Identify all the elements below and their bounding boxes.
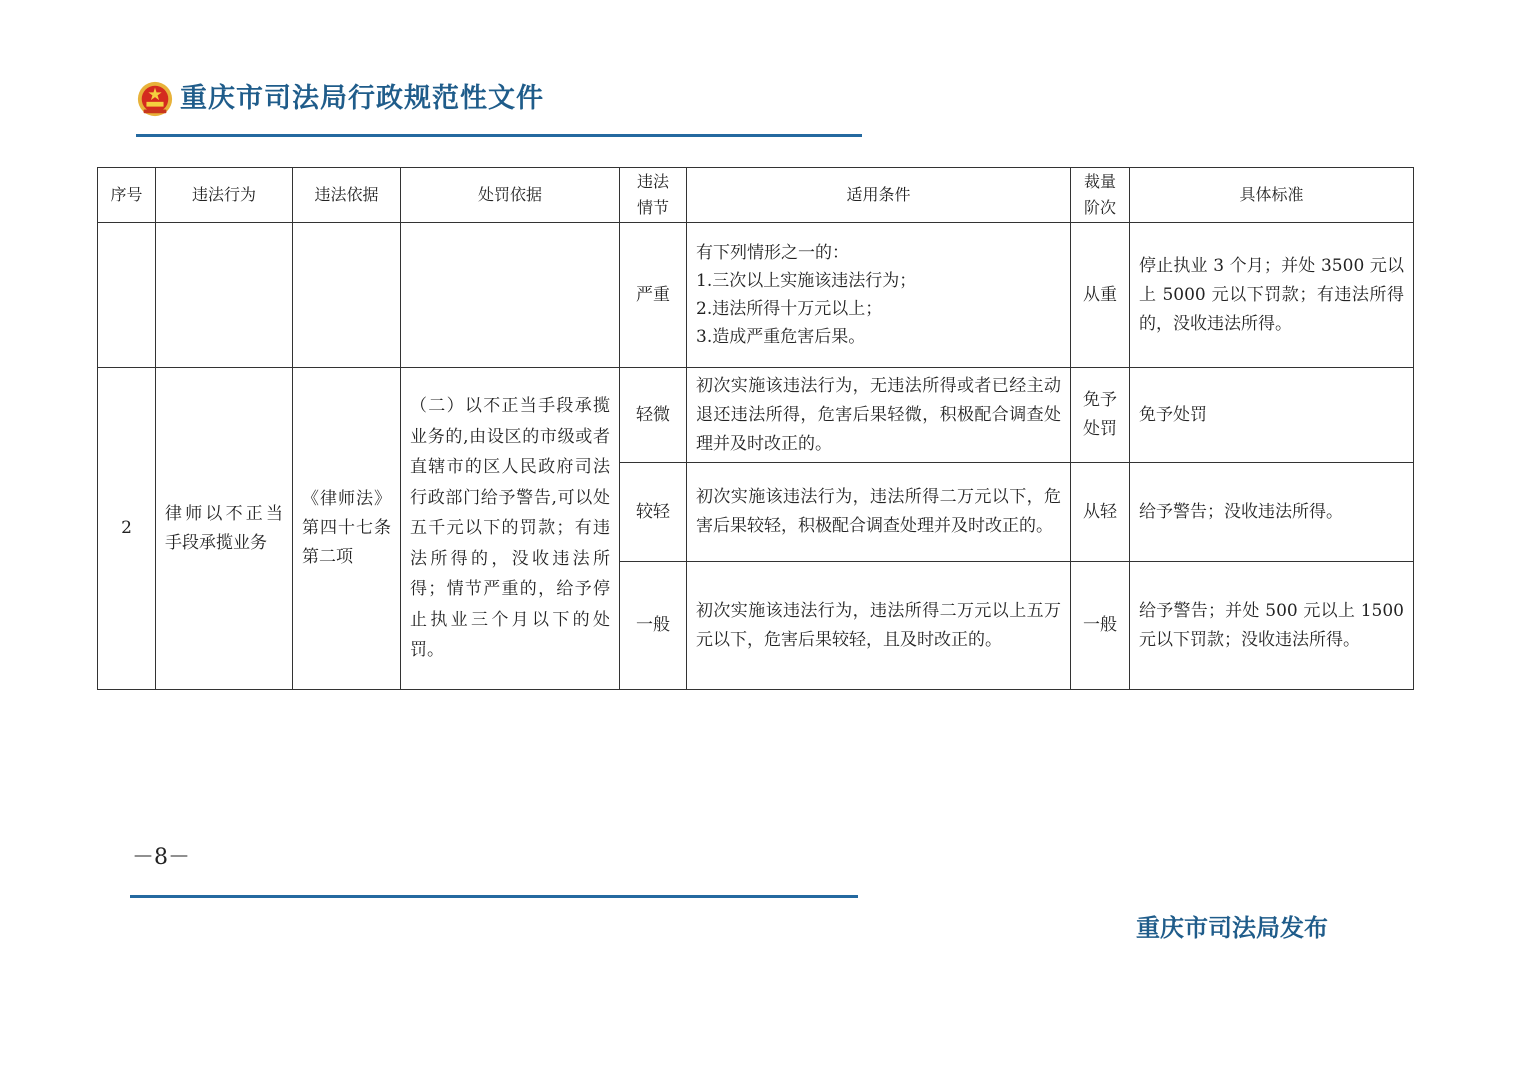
penalty-basis-cell: （二）以不正当手段承揽业务的,由设区的市级或者直辖市的区人民政府司法行政部门给予警告,可以处五千元以下的罚款；有违法所得的，没收违法所得；情节严重的，给予停止执业三个月以下的处罚。 — [401, 368, 620, 690]
column-header: 违法依据 — [293, 168, 401, 223]
circumstance-cell: 轻微 — [620, 368, 687, 463]
violation-act-cell: 律师以不正当手段承揽业务 — [156, 368, 293, 690]
national-emblem-icon — [136, 80, 174, 118]
penalty-standards-table — [97, 167, 1414, 690]
table-cell — [401, 223, 620, 368]
table-row — [98, 368, 1414, 463]
level-cell: 免予 处罚 — [1071, 368, 1130, 463]
legal-basis-cell: 《律师法》第四十七条第二项 — [293, 368, 401, 690]
conditions-cell: 初次实施该违法行为，无违法所得或者已经主动退还违法所得，危害后果轻微，积极配合调查处理并及时改正的。 — [687, 368, 1071, 463]
conditions-cell: 初次实施该违法行为，违法所得二万元以上五万元以下，危害后果较轻，且及时改正的。 — [687, 562, 1071, 690]
level-cell: 从轻 — [1071, 463, 1130, 562]
circumstance-cell: 较轻 — [620, 463, 687, 562]
publisher-label: 重庆市司法局发布 — [1136, 914, 1328, 942]
table-cell — [98, 223, 156, 368]
document-title: 重庆市司法局行政规范性文件 — [180, 83, 544, 114]
standard-cell: 免予处罚 — [1130, 368, 1414, 463]
conditions-cell: 初次实施该违法行为，违法所得二万元以下，危害后果较轻，积极配合调查处理并及时改正的。 — [687, 463, 1071, 562]
column-header: 违法行为 — [156, 168, 293, 223]
level-cell: 从重 — [1071, 223, 1130, 368]
conditions-cell: 有下列情形之一的： 1.三次以上实施该违法行为； 2.违法所得十万元以上； 3.造成严重危害后果。 — [687, 223, 1071, 368]
item-number-cell: 2 — [98, 368, 156, 690]
column-header: 序号 — [98, 168, 156, 223]
column-header: 裁量 阶次 — [1071, 168, 1130, 223]
standard-cell: 停止执业 3 个月；并处 3500 元以上 5000 元以下罚款；有违法所得的，没收违法所得。 — [1130, 223, 1414, 368]
column-header: 具体标准 — [1130, 168, 1414, 223]
standard-cell: 给予警告；没收违法所得。 — [1130, 463, 1414, 562]
standard-cell: 给予警告；并处 500 元以上 1500 元以下罚款；没收违法所得。 — [1130, 562, 1414, 690]
level-cell: 一般 — [1071, 562, 1130, 690]
circumstance-cell: 一般 — [620, 562, 687, 690]
header-divider — [136, 134, 862, 137]
page-number: －8－ — [132, 845, 190, 870]
column-header: 适用条件 — [687, 168, 1071, 223]
column-header: 处罚依据 — [401, 168, 620, 223]
footer-divider — [130, 895, 858, 898]
table-header-row — [98, 168, 1414, 223]
table-row — [98, 223, 1414, 368]
circumstance-cell: 严重 — [620, 223, 687, 368]
table-cell — [293, 223, 401, 368]
column-header: 违法 情节 — [620, 168, 687, 223]
table-cell — [156, 223, 293, 368]
